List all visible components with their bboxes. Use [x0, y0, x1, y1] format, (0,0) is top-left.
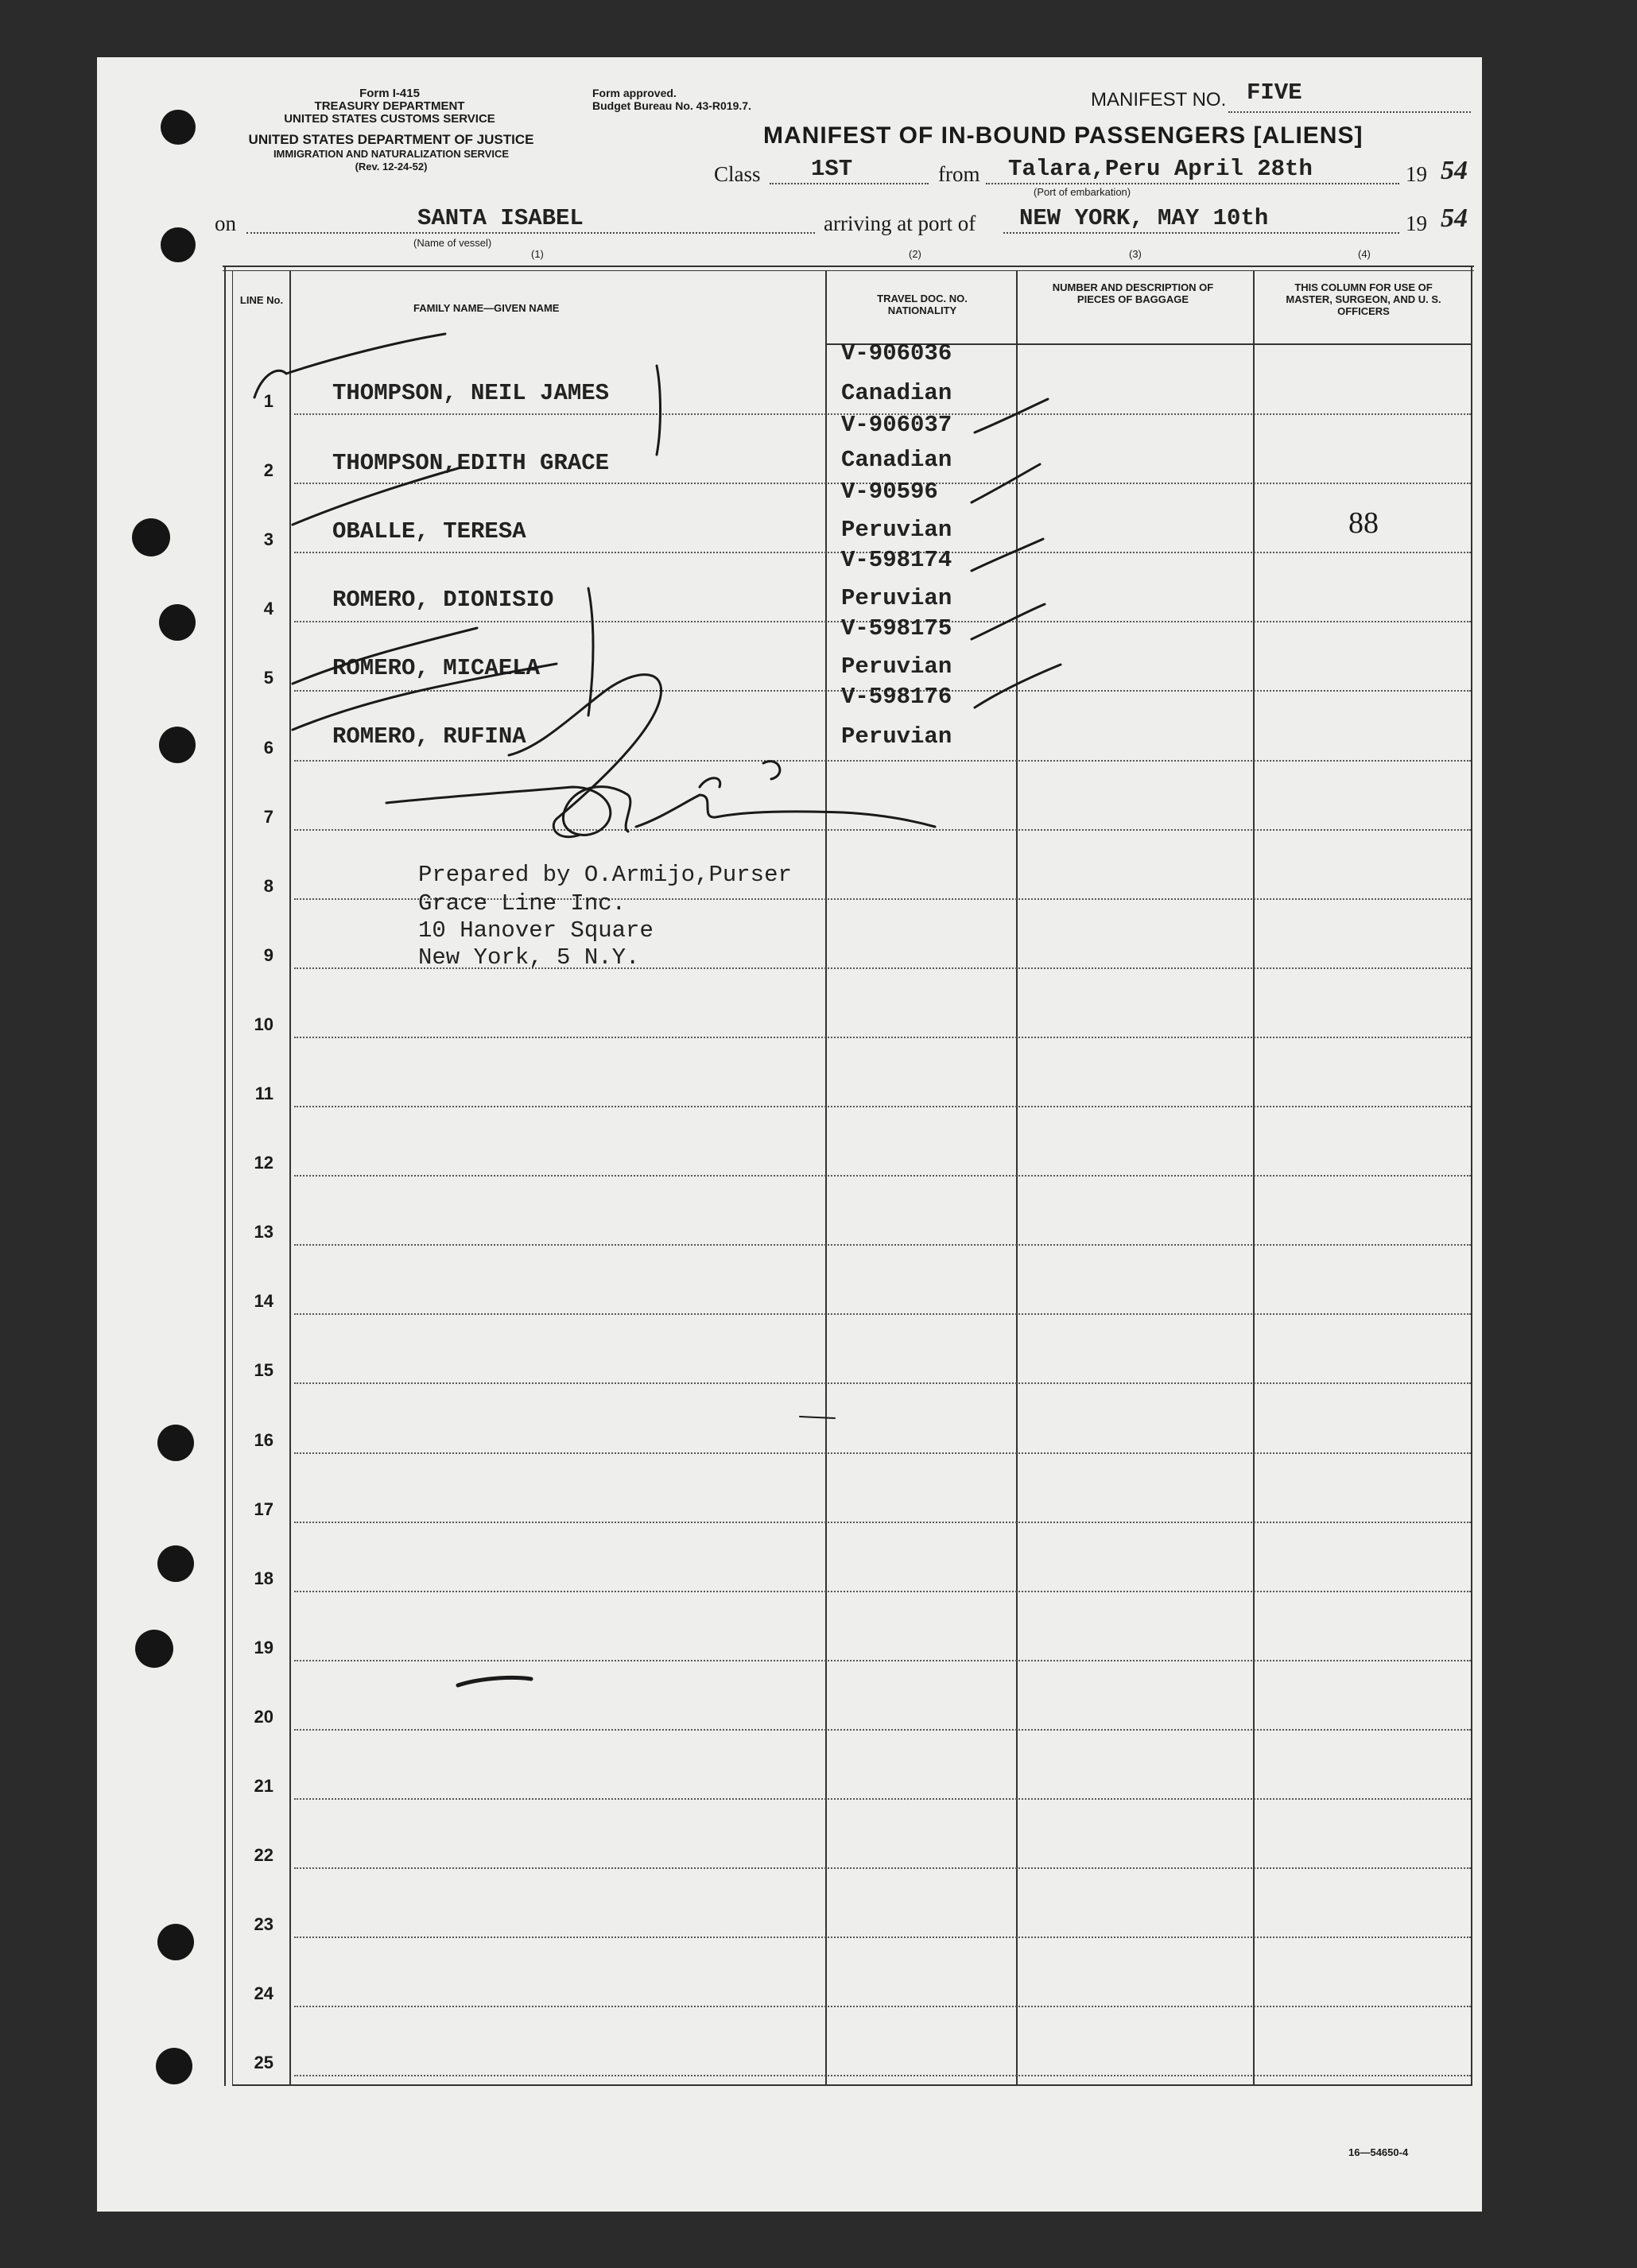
passenger-5-name: ROMERO, MICAELA	[332, 655, 541, 681]
tick-mark	[975, 665, 1061, 708]
passenger-4-doc: V-598174	[841, 547, 952, 573]
from-label: from	[938, 162, 980, 186]
line-number: 10	[254, 1014, 273, 1034]
col-header-name: FAMILY NAME—GIVEN NAME	[413, 302, 560, 314]
passenger-1-nationality: Canadian	[841, 380, 952, 406]
line-number: 2	[263, 460, 273, 480]
line-number: 17	[254, 1499, 273, 1519]
passenger-4-nationality: Peruvian	[841, 585, 952, 611]
line-number: 1	[263, 391, 273, 411]
col-header-travel-doc: TRAVEL DOC. NO. NATIONALITY	[877, 293, 968, 316]
column-index-3: (3)	[1129, 248, 1142, 260]
year-suffix-1: 54	[1441, 156, 1468, 185]
column-index-4: (4)	[1358, 248, 1371, 260]
line-number: 18	[254, 1568, 273, 1588]
signature	[763, 762, 780, 779]
col-header-baggage: NUMBER AND DESCRIPTION OF PIECES OF BAGGAGE	[1052, 281, 1214, 305]
column-index-2: (2)	[909, 248, 921, 260]
preparer-line-2: Grace Line Inc.	[418, 890, 626, 917]
pen-mark	[286, 334, 445, 374]
year-prefix-2: 19	[1406, 211, 1427, 235]
line-number: 21	[254, 1776, 273, 1796]
line-number: 20	[254, 1707, 273, 1727]
passenger-2-nationality: Canadian	[841, 447, 952, 473]
line-number: 22	[254, 1845, 273, 1865]
line-number: 19	[254, 1638, 273, 1657]
passenger-6-name: ROMERO, RUFINA	[332, 723, 526, 750]
line-number: 16	[254, 1430, 273, 1450]
passenger-2-doc: V-906037	[841, 412, 952, 438]
port-of-embarkation: Talara,Peru April 28th	[1008, 156, 1313, 182]
passenger-3-nationality: Peruvian	[841, 517, 952, 543]
pen-mark	[293, 664, 557, 730]
passenger-3-doc: V-90596	[841, 479, 938, 505]
port-of-embarkation-caption: (Port of embarkation)	[1034, 186, 1131, 198]
form-approved: Form approved.	[592, 87, 677, 99]
line-number: 7	[263, 807, 273, 827]
signature	[636, 795, 935, 827]
vessel-name: SANTA ISABEL	[417, 205, 584, 231]
bracket-mark	[657, 366, 661, 455]
signature	[509, 675, 661, 837]
line-number: 4	[263, 599, 273, 618]
pen-mark	[254, 370, 286, 397]
form-number: Form I-415	[359, 87, 420, 100]
passenger-6-nationality: Peruvian	[841, 723, 952, 750]
manifest-no-label: MANIFEST NO.	[1091, 89, 1227, 110]
signature	[700, 778, 720, 787]
passenger-1-name: THOMPSON, NEIL JAMES	[332, 380, 610, 406]
year-prefix-1: 19	[1406, 162, 1427, 186]
passenger-6-doc: V-598176	[841, 684, 952, 710]
line-number: 24	[254, 1983, 273, 2003]
pen-mark	[458, 1677, 531, 1685]
department-of-justice: UNITED STATES DEPARTMENT OF JUSTICE	[248, 132, 534, 147]
column-index-1: (1)	[531, 248, 544, 260]
pen-mark	[293, 467, 461, 525]
col-header-officers: THIS COLUMN FOR USE OF MASTER, SURGEON, AND U. S. OFFICERS	[1286, 281, 1441, 317]
arriving-label: arriving at port of	[824, 211, 976, 235]
tick-mark	[972, 464, 1040, 502]
immigration-service: IMMIGRATION AND NATURALIZATION SERVICE	[273, 148, 510, 160]
preparer-line-4: New York, 5 N.Y.	[418, 944, 640, 971]
budget-bureau-number: Budget Bureau No. 43-R019.7.	[592, 99, 751, 112]
passenger-2-name: THOMPSON,EDITH GRACE	[332, 450, 610, 476]
tick-mark	[972, 539, 1043, 571]
line-number: 15	[254, 1360, 273, 1380]
manifest-number: FIVE	[1247, 79, 1302, 106]
preparer-line-1: Prepared by O.Armijo,Purser	[418, 862, 792, 888]
form-print-code: 16—54650-4	[1348, 2146, 1409, 2158]
manifest-title: MANIFEST OF IN-BOUND PASSENGERS [ALIENS]	[763, 122, 1364, 149]
class-label: Class	[714, 162, 761, 186]
revision-date: (Rev. 12-24-52)	[355, 161, 428, 173]
signature	[386, 787, 630, 835]
passenger-5-nationality: Peruvian	[841, 653, 952, 680]
col-header-line-no: LINE No.	[239, 294, 284, 306]
officer-note: 88	[1348, 506, 1379, 540]
tick-mark	[975, 399, 1048, 432]
year-suffix-2: 54	[1441, 204, 1468, 233]
tick-mark	[972, 604, 1045, 639]
line-number: 5	[263, 668, 273, 688]
line-number: 23	[254, 1914, 273, 1934]
line-number: 3	[263, 529, 273, 549]
line-number: 25	[254, 2053, 273, 2072]
passenger-4-name: ROMERO, DIONISIO	[332, 587, 554, 613]
pen-mark	[293, 628, 477, 684]
line-number: 6	[263, 738, 273, 758]
line-number: 13	[254, 1222, 273, 1242]
treasury-department: TREASURY DEPARTMENT	[314, 99, 465, 113]
class-value: 1ST	[811, 156, 853, 182]
line-number: 11	[254, 1084, 273, 1103]
line-number: 12	[254, 1153, 273, 1173]
passenger-5-doc: V-598175	[841, 615, 952, 642]
passenger-1-doc: V-906036	[841, 340, 952, 366]
bracket-mark	[588, 588, 593, 715]
customs-service: UNITED STATES CUSTOMS SERVICE	[284, 112, 495, 126]
preparer-line-3: 10 Hanover Square	[418, 917, 654, 944]
arrival-port: NEW YORK, MAY 10th	[1019, 205, 1269, 231]
on-label: on	[215, 211, 236, 235]
vessel-caption: (Name of vessel)	[413, 237, 492, 249]
passenger-3-name: OBALLE, TERESA	[332, 518, 526, 545]
line-number: 8	[263, 876, 273, 896]
line-number: 14	[254, 1291, 273, 1311]
pen-mark	[800, 1417, 835, 1418]
line-number: 9	[263, 945, 273, 965]
